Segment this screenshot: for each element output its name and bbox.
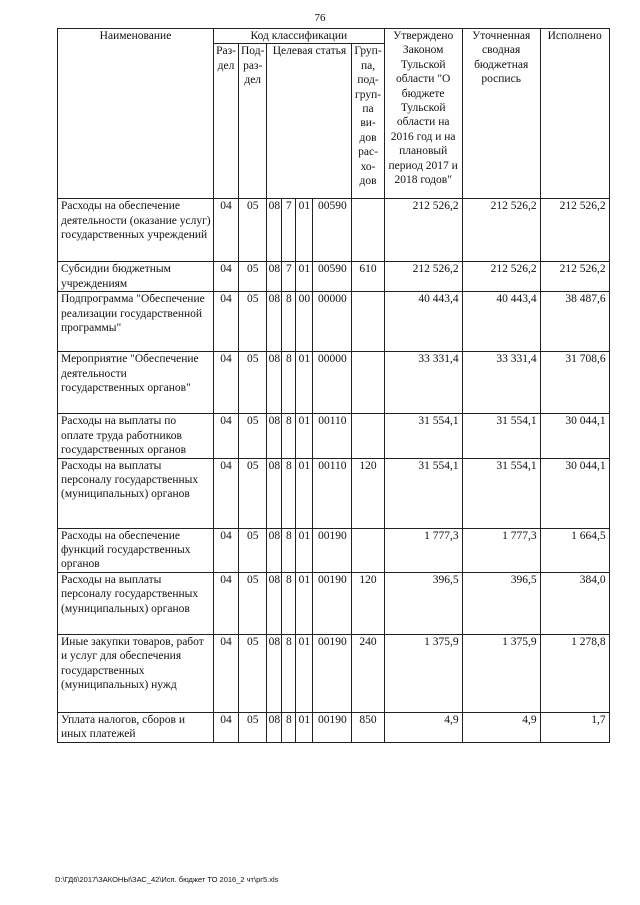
row-name: Подпрограмма "Обеспечение реализации государственной программы" [58, 292, 214, 352]
header-executed: Исполнено [540, 29, 609, 199]
row-target-program: 08 [267, 352, 282, 414]
row-refined: 31 554,1 [462, 458, 540, 528]
row-name: Расходы на обеспечение функций государственных органов [58, 528, 214, 572]
row-target-subprogram: 8 [282, 634, 296, 712]
row-refined: 4,9 [462, 712, 540, 742]
row-subsection: 05 [239, 458, 267, 528]
row-executed: 212 526,2 [540, 199, 609, 262]
row-section: 04 [214, 414, 239, 458]
table-row [58, 458, 610, 528]
row-subsection: 05 [239, 712, 267, 742]
row-subsection: 05 [239, 292, 267, 352]
row-target-event: 01 [296, 572, 313, 634]
row-approved: 1 777,3 [384, 528, 462, 572]
row-target-direction: 00190 [313, 712, 352, 742]
row-subsection: 05 [239, 352, 267, 414]
row-executed: 30 044,1 [540, 458, 609, 528]
row-target-direction: 00000 [313, 352, 352, 414]
row-refined: 396,5 [462, 572, 540, 634]
row-subsection: 05 [239, 528, 267, 572]
row-target-event: 01 [296, 262, 313, 292]
row-name: Расходы на обеспечение деятельности (оказание услуг) государственных учреждений [58, 199, 214, 262]
row-expense-type: 850 [352, 712, 384, 742]
table-row [58, 634, 610, 712]
row-name: Расходы на выплаты персоналу государственных (муниципальных) органов [58, 458, 214, 528]
row-expense-type [352, 199, 384, 262]
row-section: 04 [214, 199, 239, 262]
row-target-event: 00 [296, 292, 313, 352]
header-approved: Утверждено Законом Тульской области "О бюджете Тульской области на 2016 год и на плановый период 2017 и 2018 годов" [384, 29, 462, 199]
row-expense-type [352, 528, 384, 572]
row-executed: 1,7 [540, 712, 609, 742]
row-refined: 40 443,4 [462, 292, 540, 352]
header-name: Наименование [58, 29, 214, 199]
row-target-program: 08 [267, 292, 282, 352]
table-row [58, 262, 610, 292]
header-subsection: Под-раз-дел [239, 44, 267, 199]
row-executed: 38 487,6 [540, 292, 609, 352]
row-target-program: 08 [267, 199, 282, 262]
row-expense-type [352, 352, 384, 414]
row-target-event: 01 [296, 199, 313, 262]
row-approved: 396,5 [384, 572, 462, 634]
row-target-event: 01 [296, 712, 313, 742]
row-section: 04 [214, 572, 239, 634]
row-name: Мероприятие "Обеспечение деятельности государственных органов" [58, 352, 214, 414]
table-row [58, 352, 610, 414]
file-path-footer: D:\ГД6\2017\ЗАКОНЫ\ЗАС_42\Исп. бюджет ТО 2016_2 чт\рг5.xls [55, 875, 279, 884]
row-target-direction: 00000 [313, 292, 352, 352]
row-refined: 1 375,9 [462, 634, 540, 712]
row-target-subprogram: 8 [282, 414, 296, 458]
row-target-program: 08 [267, 262, 282, 292]
table-row [58, 199, 610, 262]
row-approved: 33 331,4 [384, 352, 462, 414]
header-target-article: Целевая статья [267, 44, 352, 199]
row-target-subprogram: 8 [282, 572, 296, 634]
row-target-direction: 00190 [313, 634, 352, 712]
row-section: 04 [214, 528, 239, 572]
row-expense-type [352, 292, 384, 352]
budget-table [57, 28, 610, 743]
row-target-program: 08 [267, 528, 282, 572]
row-section: 04 [214, 634, 239, 712]
row-target-subprogram: 8 [282, 458, 296, 528]
row-expense-type: 120 [352, 458, 384, 528]
table-row [58, 712, 610, 742]
row-approved: 212 526,2 [384, 199, 462, 262]
row-name: Расходы на выплаты персоналу государственных (муниципальных) органов [58, 572, 214, 634]
row-section: 04 [214, 262, 239, 292]
row-approved: 40 443,4 [384, 292, 462, 352]
table-row [58, 572, 610, 634]
row-approved: 212 526,2 [384, 262, 462, 292]
row-target-event: 01 [296, 528, 313, 572]
row-expense-type: 120 [352, 572, 384, 634]
row-executed: 30 044,1 [540, 414, 609, 458]
row-target-direction: 00110 [313, 414, 352, 458]
table-row [58, 414, 610, 458]
row-target-direction: 00110 [313, 458, 352, 528]
row-executed: 212 526,2 [540, 262, 609, 292]
row-subsection: 05 [239, 572, 267, 634]
row-refined: 212 526,2 [462, 262, 540, 292]
header-refined: Уточненная сводная бюджетная роспись [462, 29, 540, 199]
row-name: Субсидии бюджетным учреждениям [58, 262, 214, 292]
header-code-group: Код классификации [214, 29, 385, 44]
row-executed: 1 664,5 [540, 528, 609, 572]
row-subsection: 05 [239, 634, 267, 712]
row-executed: 1 278,8 [540, 634, 609, 712]
row-refined: 33 331,4 [462, 352, 540, 414]
row-target-subprogram: 7 [282, 262, 296, 292]
row-target-subprogram: 7 [282, 199, 296, 262]
row-target-event: 01 [296, 458, 313, 528]
header-section: Раз-дел [214, 44, 239, 199]
row-name: Иные закупки товаров, работ и услуг для обеспечения государственных (муниципальных) нужд [58, 634, 214, 712]
row-target-program: 08 [267, 572, 282, 634]
row-approved: 4,9 [384, 712, 462, 742]
row-target-program: 08 [267, 458, 282, 528]
row-target-direction: 00590 [313, 262, 352, 292]
row-subsection: 05 [239, 414, 267, 458]
row-expense-type: 610 [352, 262, 384, 292]
row-target-event: 01 [296, 634, 313, 712]
row-target-direction: 00190 [313, 528, 352, 572]
row-approved: 1 375,9 [384, 634, 462, 712]
row-refined: 31 554,1 [462, 414, 540, 458]
row-target-subprogram: 8 [282, 528, 296, 572]
row-target-subprogram: 8 [282, 292, 296, 352]
row-target-subprogram: 8 [282, 712, 296, 742]
row-expense-type [352, 414, 384, 458]
row-subsection: 05 [239, 262, 267, 292]
row-target-program: 08 [267, 634, 282, 712]
row-target-direction: 00590 [313, 199, 352, 262]
row-name: Расходы на выплаты по оплате труда работников государственных органов [58, 414, 214, 458]
page-number: 76 [314, 12, 326, 24]
row-target-event: 01 [296, 352, 313, 414]
row-target-program: 08 [267, 414, 282, 458]
row-target-direction: 00190 [313, 572, 352, 634]
row-executed: 31 708,6 [540, 352, 609, 414]
row-expense-type: 240 [352, 634, 384, 712]
row-section: 04 [214, 352, 239, 414]
row-executed: 384,0 [540, 572, 609, 634]
row-section: 04 [214, 292, 239, 352]
row-approved: 31 554,1 [384, 414, 462, 458]
row-target-program: 08 [267, 712, 282, 742]
row-refined: 1 777,3 [462, 528, 540, 572]
row-target-event: 01 [296, 414, 313, 458]
row-refined: 212 526,2 [462, 199, 540, 262]
row-section: 04 [214, 712, 239, 742]
row-name: Уплата налогов, сборов и иных платежей [58, 712, 214, 742]
row-subsection: 05 [239, 199, 267, 262]
table-row [58, 292, 610, 352]
row-approved: 31 554,1 [384, 458, 462, 528]
row-target-subprogram: 8 [282, 352, 296, 414]
header-expense-type: Груп-па, под-груп-па ви-дов рас-хо-дов [352, 44, 384, 199]
row-section: 04 [214, 458, 239, 528]
table-row [58, 528, 610, 572]
